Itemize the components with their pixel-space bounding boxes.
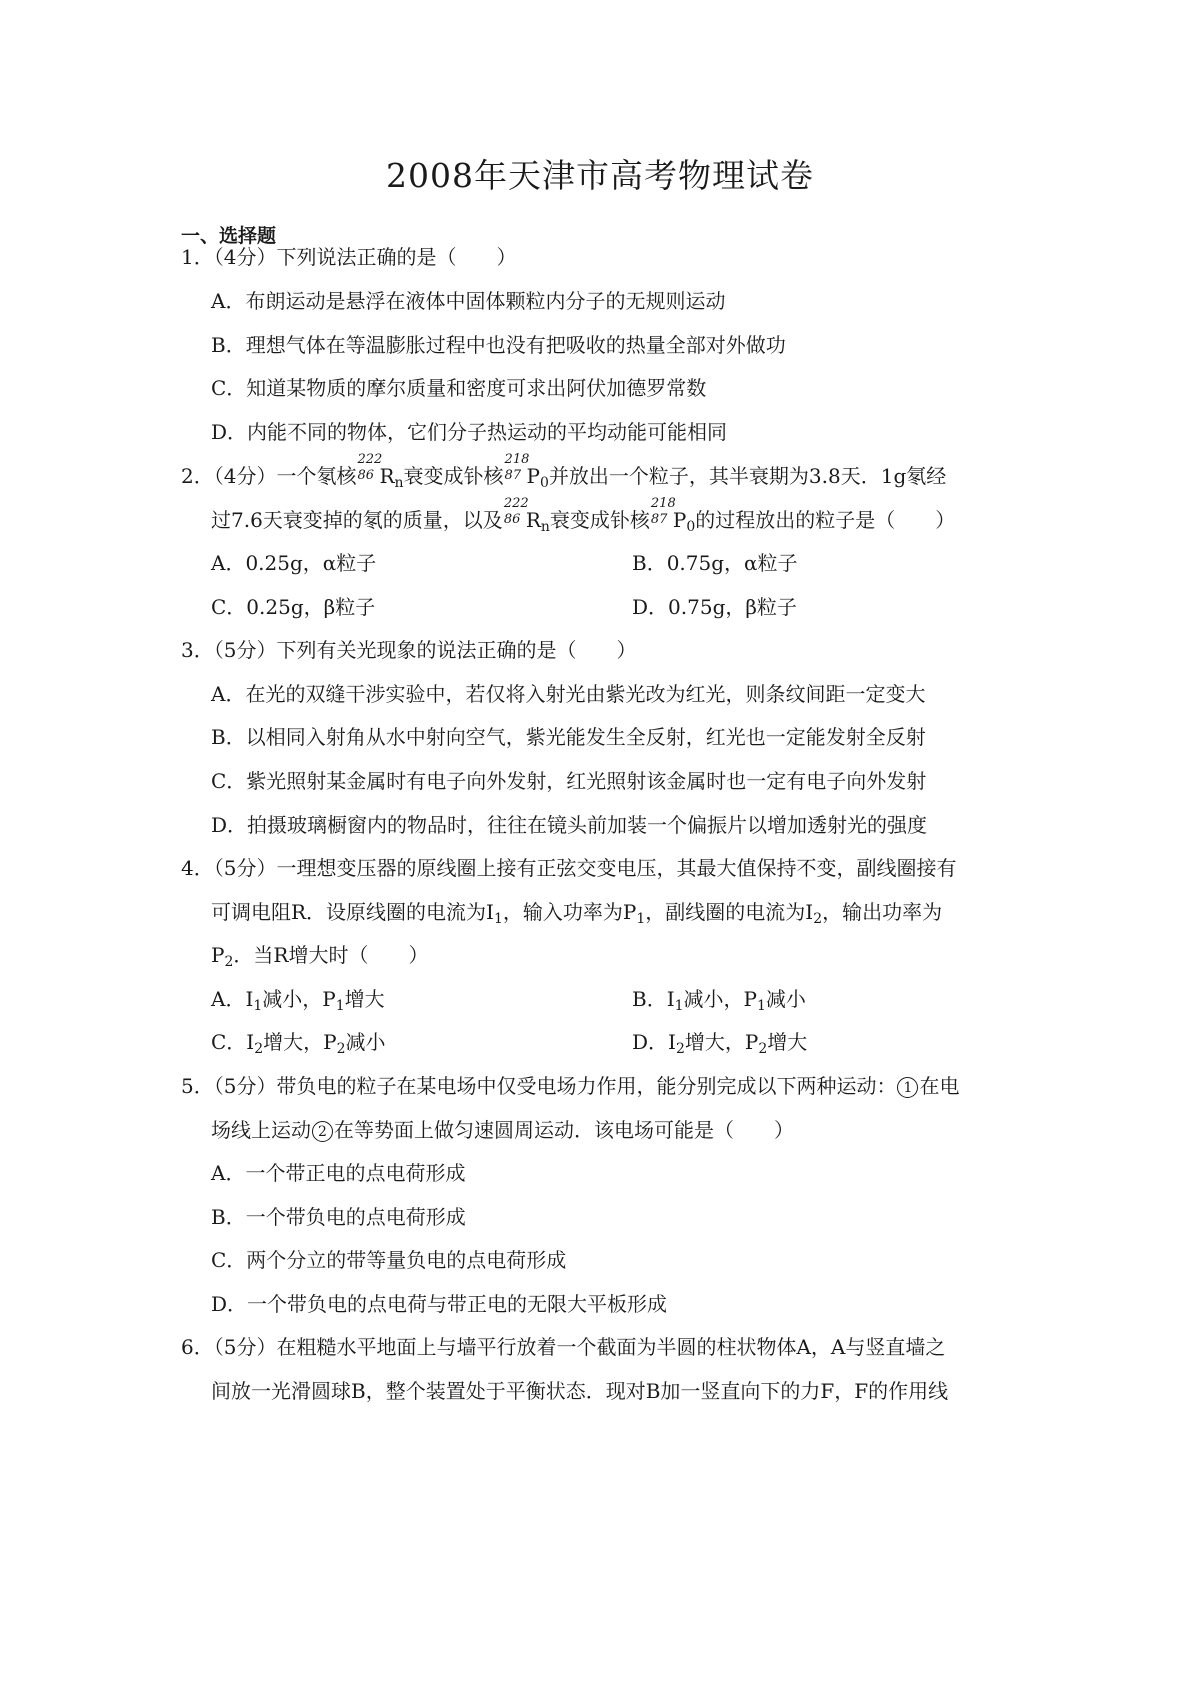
question-5-option-a: A．一个带正电的点电荷形成 (211, 1161, 466, 1185)
question-4-option-c: C．$I_2$增大，$P_2$减小 (211, 1030, 386, 1057)
question-6-stem-line-1: 6．（5分）在粗糙水平地面上与墙平行放着一个截面为半圆的柱状物体A，A与竖直墙之 (181, 1335, 946, 1359)
question-2-option-c: C．0.25g，β粒子 (211, 595, 376, 619)
question-5-option-c: C．两个分立的带等量负电的点电荷形成 (211, 1248, 567, 1272)
question-1-option-c: C．知道某物质的摩尔质量和密度可求出阿伏加德罗常数 (211, 376, 707, 400)
question-2-option-d: D．0.75g，β粒子 (632, 595, 797, 619)
question-4-stem-line-2: 可调电阻R．设原线圈的电流为$I_1$，输入功率为$P_1$，副线圈的电流为$I_2$，输出功率为 (211, 900, 943, 927)
question-1-option-b: B．理想气体在等温膨胀过程中也没有把吸收的热量全部对外做功 (211, 333, 786, 357)
question-1-option-a: A．布朗运动是悬浮在液体中固体颗粒内分子的无规则运动 (211, 289, 726, 313)
question-5-option-b: B．一个带负电的点电荷形成 (211, 1205, 466, 1229)
question-3-option-d: D．拍摄玻璃橱窗内的物品时，往往在镜头前加装一个偏振片以增加透射光的强度 (211, 813, 928, 837)
question-3-stem: 3．（5分）下列有关光现象的说法正确的是（ ） (181, 638, 637, 662)
question-4-option-b: B．$I_1$减小，$P_1$减小 (632, 987, 806, 1014)
question-5-stem-line-1: 5．（5分）带负电的粒子在某电场中仅受电场力作用，能分别完成以下两种运动： 1 在电 (181, 1074, 960, 1098)
page-title: 2008年天津市高考物理试卷 (386, 156, 814, 195)
polonium-nuclide: 218 87 $P_0$ (650, 496, 696, 535)
question-1-option-d: D．内能不同的物体，它们分子热运动的平均动能可能相同 (211, 420, 728, 444)
question-3-option-c: C．紫光照射某金属时有电子向外发射，红光照射该金属时也一定有电子向外发射 (211, 769, 927, 793)
question-5-stem-line-2: 场线上运动 2 在等势面上做匀速圆周运动．该电场可能是（ ） (211, 1118, 794, 1142)
question-4-option-d: D．$I_2$增大，$P_2$增大 (632, 1030, 808, 1057)
question-4-stem-line-1: 4．（5分）一理想变压器的原线圈上接有正弦交变电压，其最大值保持不变，副线圈接有 (181, 856, 957, 880)
radon-nuclide: 222 86 $R_n$ (503, 496, 550, 535)
section-title: 一、选择题 (181, 225, 277, 247)
question-3-option-a: A．在光的双缝干涉实验中，若仅将入射光由紫光改为红光，则条纹间距一定变大 (211, 682, 926, 706)
question-3-option-b: B．以相同入射角从水中射向空气，紫光能发生全反射，红光也一定能发射全反射 (211, 725, 926, 749)
question-6-stem-line-2: 间放一光滑圆球B，整个装置处于平衡状态．现对B加一竖直向下的力F，F的作用线 (211, 1379, 949, 1403)
question-2-stem-line-1: 2．（4分）一个氡核 222 86 $R_n$衰变成钋核 218 87 $P_0$并放出一个粒子，其半衰期为3.8天．1g氡经 (181, 462, 946, 497)
polonium-nuclide: 218 87 $P_0$ (504, 452, 549, 491)
question-4-option-a: A．$I_1$减小，$P_1$增大 (211, 987, 385, 1014)
circled-number-1: 1 (897, 1077, 918, 1098)
question-5-option-d: D．一个带负电的点电荷与带正电的无限大平板形成 (211, 1292, 668, 1316)
question-1-stem: 1．（4分）下列说法正确的是（ ） (181, 245, 517, 269)
question-2-option-a: A．0.25g，α粒子 (211, 551, 377, 575)
question-4-stem-line-3: $P_2$．当R增大时（ ） (211, 943, 429, 970)
question-2-option-b: B．0.75g，α粒子 (632, 551, 798, 575)
question-2-stem-line-2: 过7.6天衰变掉的氡的质量，以及 222 86 $R_n$衰变成钋核 218 87 $P_0$的过程放出的粒子是（ ） (211, 506, 955, 541)
circled-number-2: 2 (312, 1121, 333, 1142)
radon-nuclide: 222 86 $R_n$ (357, 452, 404, 491)
